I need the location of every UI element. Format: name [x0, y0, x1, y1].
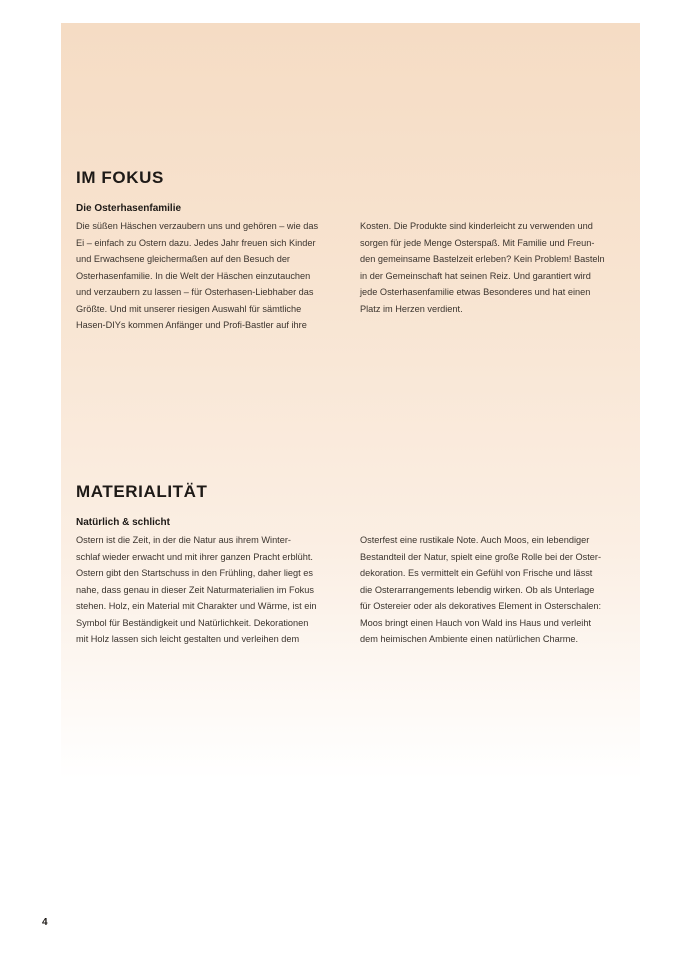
- text-line: Bestandteil der Natur, spielt eine große Rolle bei der Oster-: [360, 551, 602, 562]
- text-line: und verzaubern zu lassen – für Osterhasen-Liebhaber das: [76, 287, 314, 297]
- text-line: jede Osterhasenfamilie etwas Besonderes und hat einen: [360, 287, 591, 297]
- text-line: schlaf wieder erwacht und mit ihrer ganzen Pracht erblüht.: [76, 551, 313, 562]
- text-line: Ei – einfach zu Ostern dazu. Jedes Jahr freuen sich Kinder: [76, 237, 316, 248]
- text-column-right: [360, 532, 630, 648]
- text-line: Ostern gibt den Startschuss in den Frühling, daher liegt es: [76, 568, 313, 578]
- text-column-left: [76, 218, 346, 334]
- text-line: Osterfest eine rustikale Note. Auch Moos, ein lebendiger: [360, 535, 590, 545]
- text-line: mit Holz lassen sich leicht gestalten und verleihen dem: [76, 634, 300, 644]
- text-line: Platz im Herzen verdient.: [360, 303, 463, 314]
- text-line: Ostern ist die Zeit, in der die Natur aus ihrem Winter-: [76, 535, 291, 545]
- section-materialitaet: [76, 482, 628, 644]
- text-line: Die süßen Häschen verzaubern uns und gehören – wie das: [76, 221, 319, 231]
- text-line: in der Gemeinschaft hat seinen Reiz. Und garantiert wird: [360, 270, 591, 281]
- text-column-left: [76, 532, 346, 648]
- text-line: Hasen-DIYs kommen Anfänger und Profi-Bastler auf ihre: [76, 320, 307, 330]
- section-subtitle: Natürlich & schlicht: [76, 517, 170, 528]
- page-number: 4: [42, 917, 48, 928]
- section-im-fokus: [76, 168, 628, 330]
- text-column-right: [360, 218, 630, 317]
- section-subtitle: Die Osterhasenfamilie: [76, 203, 182, 214]
- text-line: Osterhasenfamilie. In die Welt der Häschen einzutauchen: [76, 270, 311, 281]
- text-line: und Erwachsene gleichermaßen auf den Besuch der: [76, 254, 290, 264]
- background-panel: [61, 23, 640, 780]
- text-line: Symbol für Beständigkeit und Natürlichkeit. Dekorationen: [76, 617, 309, 628]
- text-line: den gemeinsame Bastelzeit erleben? Kein Problem! Basteln: [360, 254, 605, 264]
- text-line: stehen. Holz, ein Material mit Charakter und Wärme, ist ein: [76, 601, 317, 611]
- text-line: Größte. Und mit unserer riesigen Auswahl für sämtliche: [76, 303, 302, 314]
- section-title: IM FOKUS: [76, 168, 164, 187]
- text-line: nahe, dass genau in dieser Zeit Naturmaterialien im Fokus: [76, 584, 314, 595]
- text-line: sorgen für jede Menge Osterspaß. Mit Familie und Freun-: [360, 237, 595, 248]
- text-line: dekoration. Es vermittelt ein Gefühl von Frische und lässt: [360, 568, 593, 578]
- text-line: Kosten. Die Produkte sind kinderleicht zu verwenden und: [360, 221, 593, 231]
- section-title: MATERIALITÄT: [76, 482, 208, 501]
- text-line: dem heimischen Ambiente einen natürlichen Charme.: [360, 634, 579, 644]
- text-line: Moos bringt einen Hauch von Wald ins Haus und verleiht: [360, 617, 592, 628]
- text-line: die Osterarrangements lebendig wirken. Ob als Unterlage: [360, 584, 595, 595]
- text-line: für Ostereier oder als dekoratives Element in Osterschalen:: [360, 601, 602, 611]
